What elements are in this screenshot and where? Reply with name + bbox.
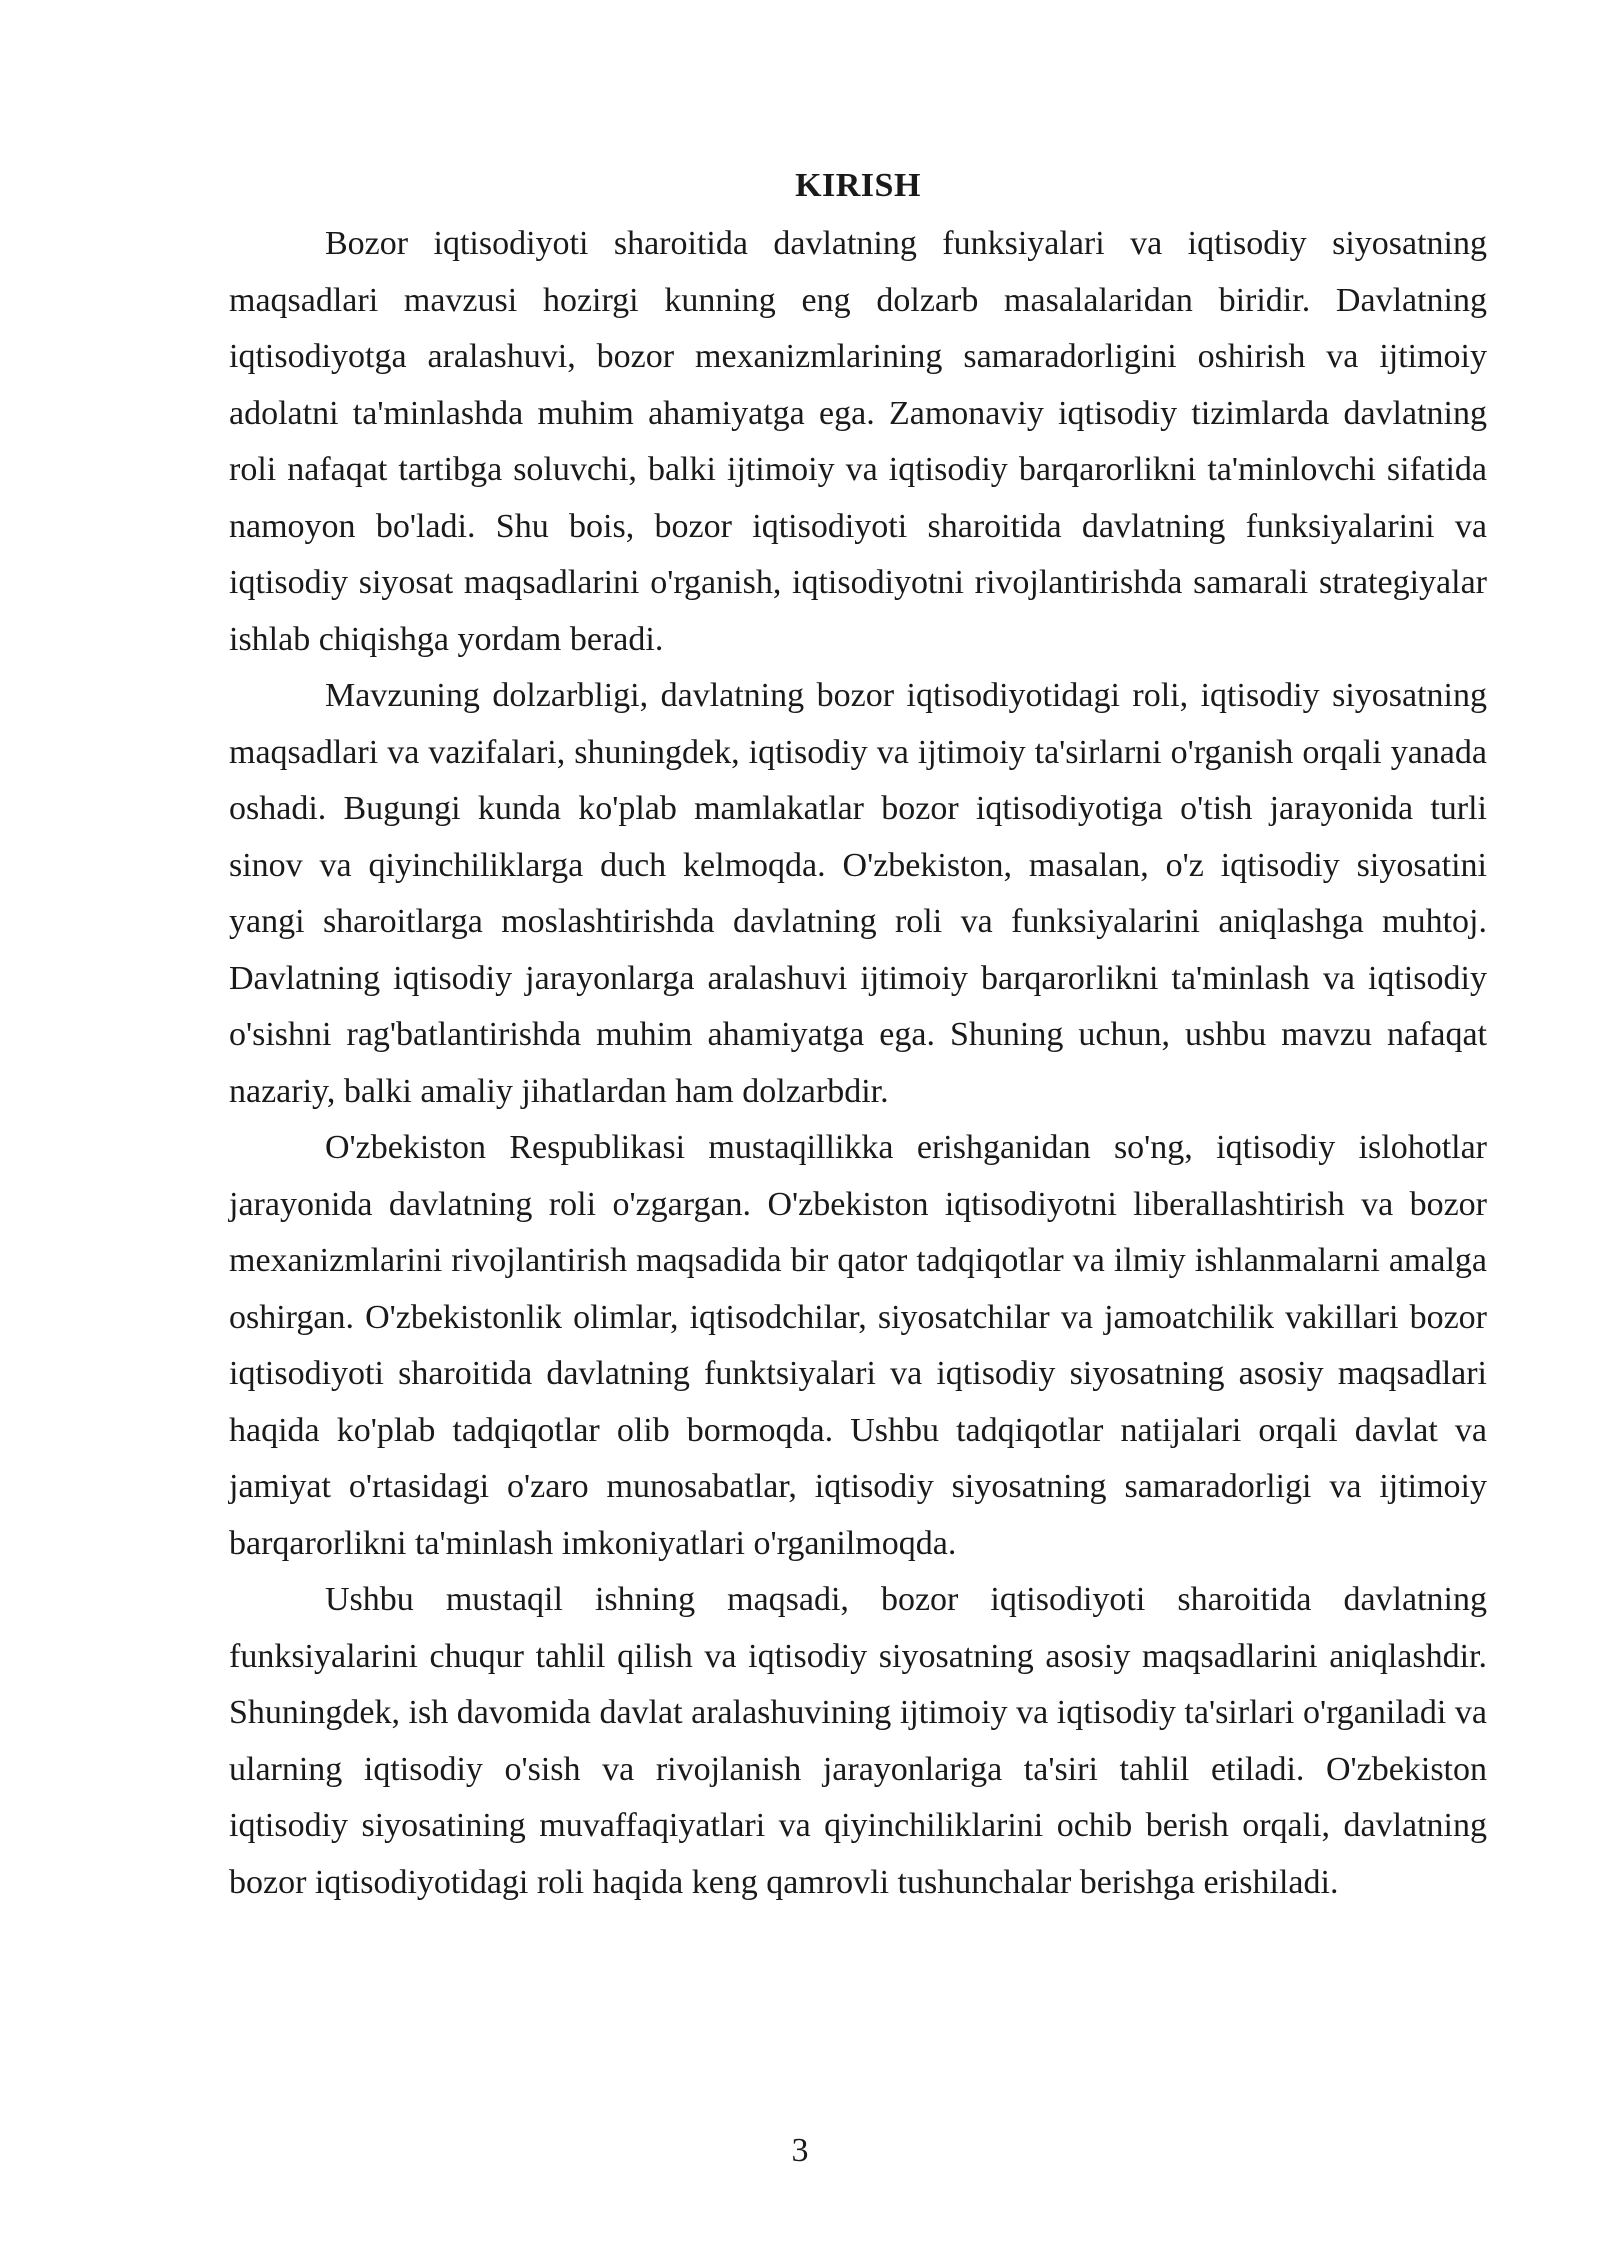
page-content: [229, 160, 1487, 1911]
section-title: KIRISH: [795, 167, 921, 204]
paragraph-4: Ushbu mustaqil ishning maqsadi, bozor iqtisodiyoti sharoitida davlatning funksiyalarini chuqur tahlil qilish va iqtisodiy siyosatning asosiy maqsadlarini aniqlashdir. Shuningdek, ish davomida davlat aralashuvining ijtimoiy va iqtisodiy ta'sirlari o'rganiladi va ularning iqtisodiy o'sish va rivojlanish jarayonlariga ta'siri tahlil etiladi. O'zbekiston iqtisodiy siyosatining muvaffaqiyatlari va qiyinchiliklarini ochib berish orqali, davlatning bozor iqtisodiyotidagi roli haqida keng qamrovli tushunchalar berishga erishiladi.: [229, 1581, 1487, 1901]
page-number: 3: [791, 2132, 809, 2169]
paragraph-1: Bozor iqtisodiyoti sharoitida davlatning funksiyalari va iqtisodiy siyosatning maqsadlari mavzusi hozirgi kunning eng dolzarb masalalaridan biridir. Davlatning iqtisodiyotga aralashuvi, bozor mexanizmlarining samaradorligini oshirish va ijtimoiy adolatni ta'minlashda muhim ahamiyatga ega. Zamonaviy iqtisodiy tizimlarda davlatning roli nafaqat tartibga soluvchi, balki ijtimoiy va iqtisodiy barqarorlikni ta'minlovchi sifatida namoyon bo'ladi. Shu bois, bozor iqtisodiyoti sharoitida davlatning funksiyalarini va iqtisodiy siyosat maqsadlarini o'rganish, iqtisodiyotni rivojlantirishda samarali strategiyalar ishlab chiqishga yordam beradi.: [229, 225, 1487, 658]
paragraph-3: O'zbekiston Respublikasi mustaqillikka erishganidan so'ng, iqtisodiy islohotlar jarayonida davlatning roli o'zgargan. O'zbekiston iqtisodiyotni liberallashtirish va bozor mexanizmlarini rivojlantirish maqsadida bir qator tadqiqotlar va ilmiy ishlanmalarni amalga oshirgan. O'zbekistonlik olimlar, iqtisodchilar, siyosatchilar va jamoatchilik vakillari bozor iqtisodiyoti sharoitida davlatning funktsiyalari va iqtisodiy siyosatning asosiy maqsadlari haqida ko'plab tadqiqotlar olib bormoqda. Ushbu tadqiqotlar natijalari orqali davlat va jamiyat o'rtasidagi o'zaro munosabatlar, iqtisodiy siyosatning samaradorligi va ijtimoiy barqarorlikni ta'minlash imkoniyatlari o'rganilmoqda.: [229, 1129, 1487, 1562]
paragraph-2: Mavzuning dolzarbligi, davlatning bozor iqtisodiyotidagi roli, iqtisodiy siyosatning maqsadlari va vazifalari, shuningdek, iqtisodiy va ijtimoiy ta'sirlarni o'rganish orqali yanada oshadi. Bugungi kunda ko'plab mamlakatlar bozor iqtisodiyotiga o'tish jarayonida turli sinov va qiyinchiliklarga duch kelmoqda. O'zbekiston, masalan, o'z iqtisodiy siyosatini yangi sharoitlarga moslashtirishda davlatning roli va funksiyalarini aniqlashga muhtoj. Davlatning iqtisodiy jarayonlarga aralashuvi ijtimoiy barqarorlikni ta'minlash va iqtisodiy o'sishni rag'batlantirishda muhim ahamiyatga ega. Shuning uchun, ushbu mavzu nafaqat nazariy, balki amaliy jihatlardan ham dolzarbdir.: [229, 677, 1487, 1110]
